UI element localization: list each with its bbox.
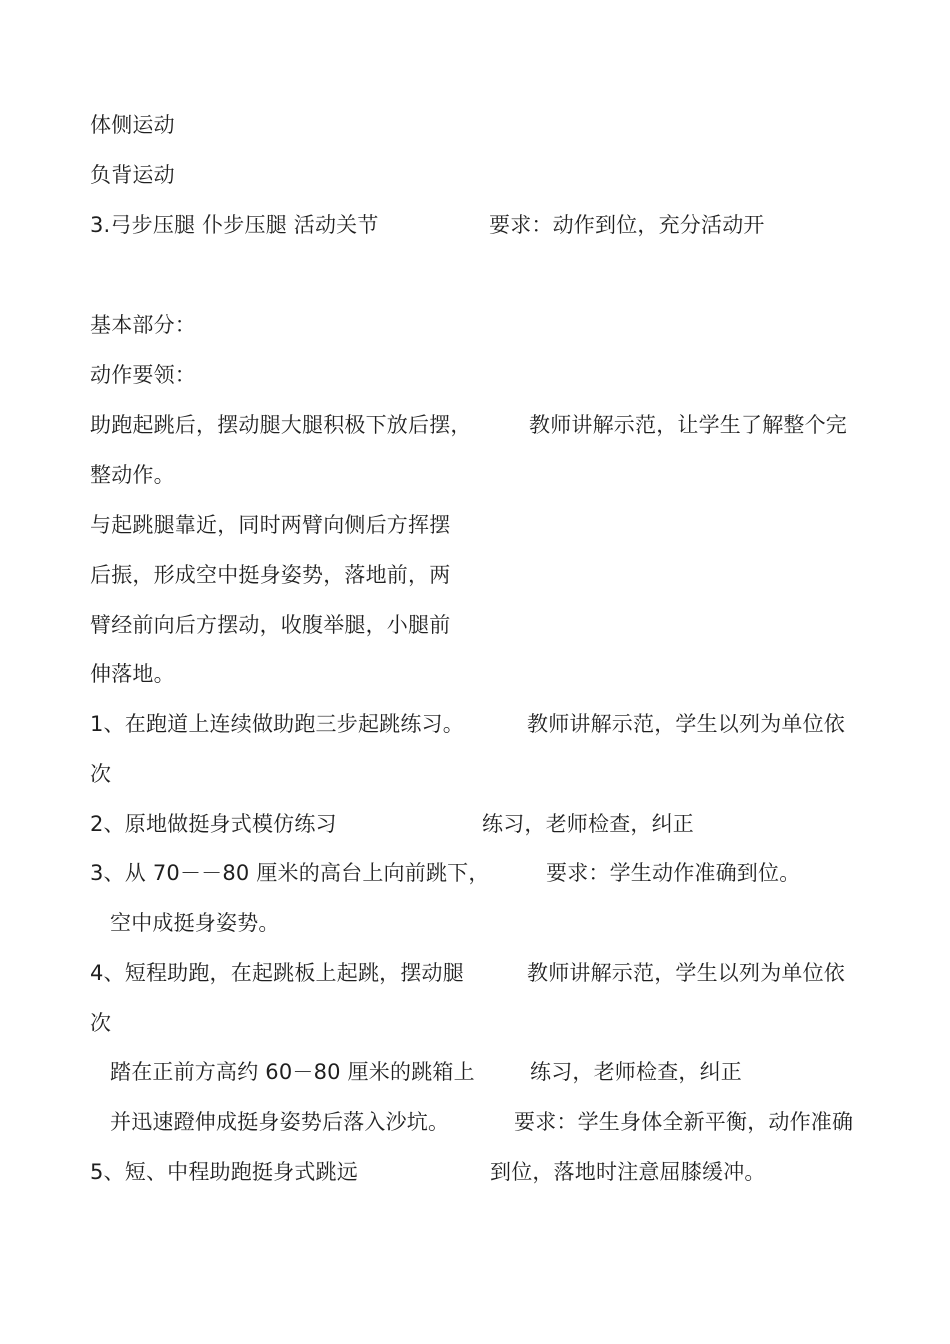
text-line: 负背运动 bbox=[90, 163, 175, 187]
text-line: 与起跳腿靠近，同时两臂向侧后方挥摆 bbox=[90, 513, 451, 537]
text-line: 练习，老师检查，纠正 bbox=[482, 812, 694, 836]
text-line: 要求：动作到位，充分活动开 bbox=[489, 213, 765, 237]
text-line: 并迅速蹬伸成挺身姿势后落入沙坑。 bbox=[110, 1110, 450, 1134]
text-line: 练习，老师检查，纠正 bbox=[530, 1060, 742, 1084]
text-line: 教师讲解示范，让学生了解整个完 bbox=[529, 413, 847, 437]
text-line: 到位，落地时注意屈膝缓冲。 bbox=[490, 1160, 766, 1184]
text-line: 1、在跑道上连续做助跑三步起跳练习。 bbox=[90, 712, 464, 736]
text-line: 后振，形成空中挺身姿势，落地前，两 bbox=[90, 563, 451, 587]
text-line: 空中成挺身姿势。 bbox=[110, 911, 280, 935]
text-line: 次 bbox=[90, 1011, 112, 1035]
text-line: 4、短程助跑，在起跳板上起跳，摆动腿 bbox=[90, 961, 464, 985]
text-line: 要求：学生动作准确到位。 bbox=[546, 861, 801, 885]
text-line: 教师讲解示范，学生以列为单位依 bbox=[527, 712, 845, 736]
text-line: 教师讲解示范，学生以列为单位依 bbox=[527, 961, 845, 985]
text-line: 5、短、中程助跑挺身式跳远 bbox=[90, 1160, 358, 1184]
text-line: 助跑起跳后，摆动腿大腿积极下放后摆， bbox=[90, 413, 472, 437]
text-line: 3.弓步压腿 仆步压腿 活动关节 bbox=[90, 213, 379, 237]
text-line: 2、原地做挺身式模仿练习 bbox=[90, 812, 337, 836]
text-line: 整动作。 bbox=[90, 463, 175, 487]
text-line: 次 bbox=[90, 762, 112, 786]
text-line: 体侧运动 bbox=[90, 113, 175, 137]
text-line: 3、从 70－－80 厘米的高台上向前跳下， bbox=[90, 861, 490, 885]
subheading: 动作要领： bbox=[90, 363, 196, 387]
text-line: 踏在正前方高约 60－80 厘米的跳箱上 bbox=[110, 1060, 475, 1084]
text-line: 伸落地。 bbox=[90, 662, 175, 686]
text-line: 要求：学生身体全新平衡，动作准确 bbox=[514, 1110, 854, 1134]
section-heading: 基本部分： bbox=[90, 313, 196, 337]
text-line: 臂经前向后方摆动，收腹举腿，小腿前 bbox=[90, 613, 451, 637]
